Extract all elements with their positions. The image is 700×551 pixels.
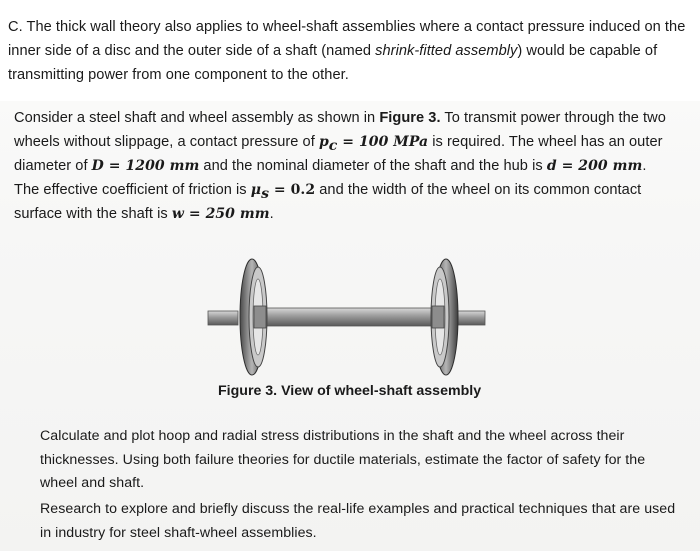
paragraph-research: Research to explore and briefly discuss the real-life examples and practical techniques that are used in industry for steel shaft-wheel assemblies. xyxy=(40,501,676,541)
friction-subscript: s xyxy=(261,185,269,202)
text-span: and the nominal diameter of the shaft and the hub is xyxy=(199,158,547,174)
friction-symbol: μ xyxy=(250,182,262,198)
wheel-shaft-figure xyxy=(200,250,500,380)
left-wheel xyxy=(240,259,267,375)
axle-right-end xyxy=(455,311,485,325)
paragraph-c-prefix: C. The thick wall theory also applies to wheel-shaft assemblies where a contact pressure induced on the inner side of a disc and the outer side of a shaft (named xyxy=(8,19,686,59)
paragraph-c-suffix: ) would be capable of transmitting power from one component to the other. xyxy=(8,43,658,83)
axle-left-end xyxy=(208,311,238,325)
contact-pressure-symbol: p xyxy=(318,134,329,150)
contact-pressure-subscript: c xyxy=(328,137,338,154)
right-wheel xyxy=(431,259,458,375)
width-expr: w = 250 mm xyxy=(171,206,270,222)
text-span: Consider a steel shaft and wheel assembly as shown in xyxy=(14,110,380,126)
friction-value: = 0.2 xyxy=(269,182,316,198)
paragraph-c xyxy=(8,15,688,87)
figure-caption: Figure 3. View of wheel-shaft assembly xyxy=(218,383,482,399)
text-span: To transmit power through the two wheels without slippage, a contact pressure of xyxy=(14,110,666,150)
text-span: is required. The wheel has an outer diameter of xyxy=(14,134,663,174)
figure-reference: Figure 3. xyxy=(379,110,441,126)
shaft xyxy=(260,308,438,326)
text-span: . xyxy=(269,206,274,222)
text-span: and the width of the wheel on its common contact surface with the shaft is xyxy=(14,182,642,222)
contact-pressure-value: = 100 MPa xyxy=(337,134,429,150)
nominal-diameter-expr: d = 200 mm xyxy=(546,158,643,174)
paragraph-consider xyxy=(14,106,674,226)
text-span: . The effective coefficient of friction is xyxy=(14,158,647,198)
outer-diameter-expr: D = 1200 mm xyxy=(91,158,200,174)
shrink-fit-term: shrink-fitted assembly xyxy=(375,43,518,59)
paragraph-calculate: Calculate and plot hoop and radial stress distributions in the shaft and the wheel across their thicknesses. Using both failure theories for ductile materials, estimate the factor of safety for the wheel and shaft. xyxy=(40,428,646,491)
